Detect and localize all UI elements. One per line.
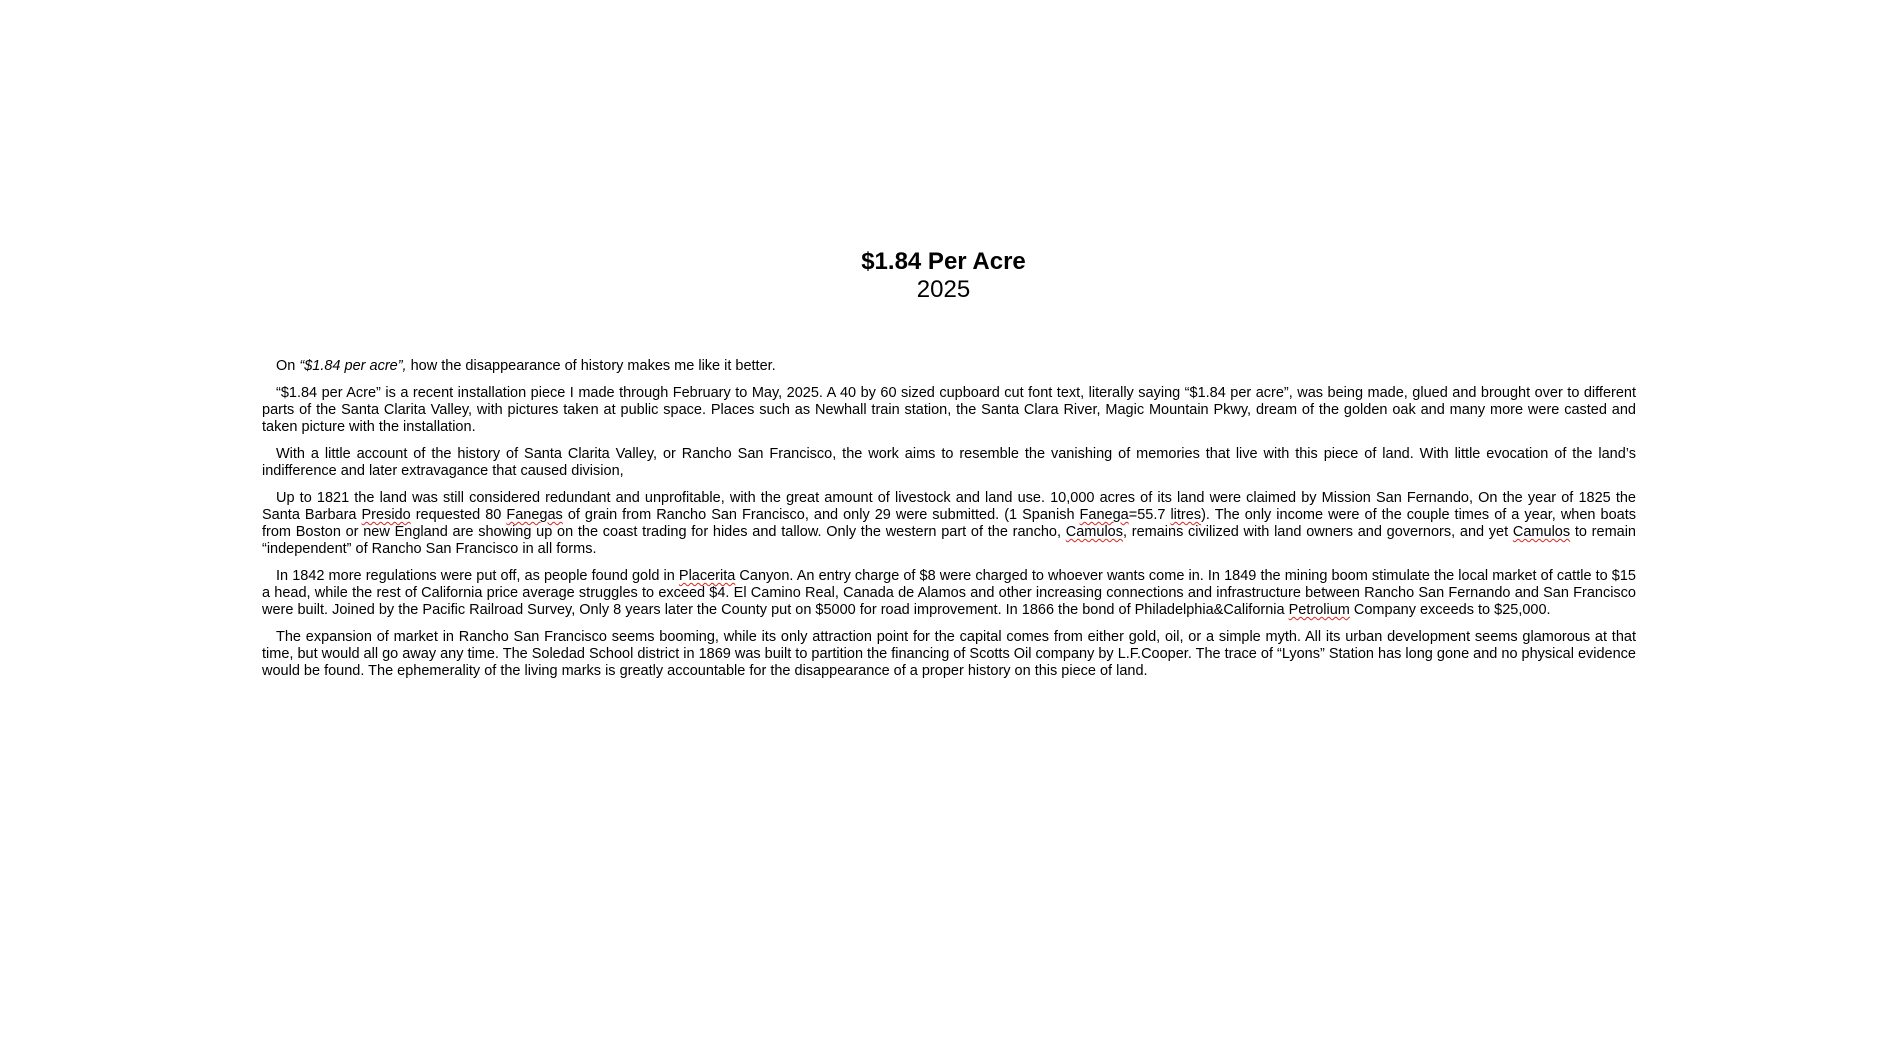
title-block xyxy=(0,248,1887,304)
document-title: $1.84 Per Acre xyxy=(861,248,1026,275)
text-run: Canyon. An entry charge of $8 were charged to whoever wants come in. In 1849 the mining boom stimulate the local market of cattle to $15 a head, while the rest of California price average struggles to exceed $4. El Camino Real, Canada de Alamos and other increasing connections and infrastructure between Rancho San Fernando and San Francisco were built. Joined by the Pacific Railroad Survey, Only 8 years later the County put on $5000 for road improvement. In 1866 the bond of Philadelphia&California xyxy=(262,568,1637,618)
intro-italic-title: “$1.84 per acre”, xyxy=(299,358,407,374)
paragraph-installation: “$1.84 per Acre” is a recent installation piece I made through February to May, 2025. A 40 by 60 sized cupboard cut font text, literally saying “$1.84 per acre”, was being made, glued and brought over to different parts of the Santa Clarita Valley, with pictures taken at public space. Places such as Newhall train station, the Santa Clara River, Magic Mountain Pkwy, dream of the golden oak and many more were casted and taken picture with the installation. xyxy=(262,385,1636,435)
document-body[interactable] xyxy=(262,358,1636,690)
misspelled-word[interactable]: Petrolium xyxy=(1288,602,1350,618)
document-year: 2025 xyxy=(916,276,971,303)
misspelled-word[interactable]: Camulos xyxy=(1065,524,1123,540)
intro-suffix: how the disappearance of history makes me like it better. xyxy=(406,358,776,374)
paragraph-expansion: The expansion of market in Rancho San Francisco seems booming, while its only attraction point for the capital comes from either gold, oil, or a simple myth. All its urban development seems glamorous at that time, but would all go away any time. The Soledad School district in 1869 was built to partition the financing of Scotts Oil company by L.F.Cooper. The trace of “Lyons” Station has long gone and no physical evidence would be found. The ephemerality of the living marks is greatly accountable for the disappearance of a proper history on this piece of land. xyxy=(262,629,1636,679)
text-run: , remains civilized with land owners and governors, and yet xyxy=(1122,524,1513,540)
text-run: to remain “independent” of Rancho San Francisco in all forms. xyxy=(262,524,1636,557)
text-run: In 1842 more regulations were put off, as people found gold in xyxy=(276,568,679,584)
misspelled-word[interactable]: Presido xyxy=(361,507,411,523)
text-run: requested 80 xyxy=(410,507,507,523)
misspelled-word[interactable]: Fanegas xyxy=(506,507,563,523)
text-run: Company exceeds to $25,000. xyxy=(1349,602,1551,618)
text-run: of grain from Rancho San Francisco, and only 29 were submitted. (1 Spanish xyxy=(562,507,1080,523)
text-run: =55.7 xyxy=(1128,507,1171,523)
misspelled-word[interactable]: litres xyxy=(1170,507,1202,523)
paragraph-history-intro: With a little account of the history of Santa Clarita Valley, or Rancho San Francisco, the work aims to resemble the vanishing of memories that live with this piece of land. With little evocation of the land’s indifference and later extravagance that caused division, xyxy=(262,446,1636,479)
intro-prefix: On xyxy=(276,358,300,374)
misspelled-word[interactable]: Fanega xyxy=(1079,507,1129,523)
text-run: ). The only income were of the couple times of a year, when boats from Boston or new England are showing up on the coast trading for hides and tallow. Only the western part of the rancho, xyxy=(262,507,1636,540)
misspelled-word[interactable]: Camulos xyxy=(1512,524,1571,540)
misspelled-word[interactable]: Placerita xyxy=(678,568,736,584)
paragraph-1842 xyxy=(262,568,1636,619)
paragraph-1821 xyxy=(262,490,1636,558)
text-run: Up to 1821 the land was still considered redundant and unprofitable, with the great amount of livestock and land use. 10,000 acres of its land were claimed by Mission San Fernando, On the year of 1825 the Santa Barbara xyxy=(262,490,1636,523)
intro-paragraph xyxy=(262,358,1636,375)
